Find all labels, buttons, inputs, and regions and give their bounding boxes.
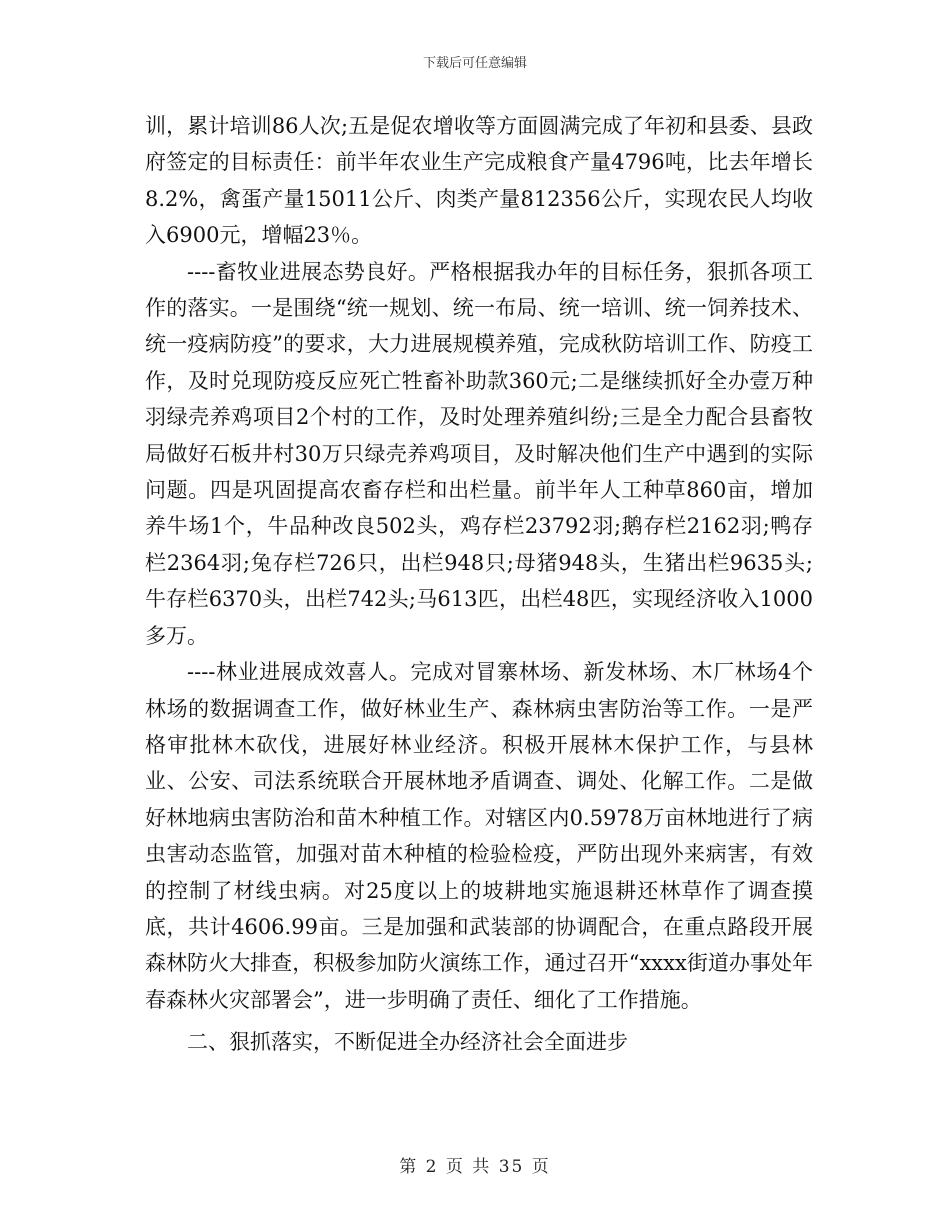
paragraph-forestry: ----林业进展成效喜人。完成对冒寨林场、新发林场、木厂林场4个林场的数据调查工作，做好林业生产、森林病虫害防治等工作。一是严格审批林木砍伐，进展好林业经济。积极开展林木保护工作，与县林业、公安、司法系统联合开展林地矛盾调查、调处、化解工作。二是做好林地病虫害防治和苗木种植工作。对辖区内0.5978万亩林地进行了病虫害动态监管，加强对苗木种植的检验检疫，严防出现外来病害，有效的控制了材线虫病。对25度以上的坡耕地实施退耕还林草作了调查摸底，共计4606.99亩。三是加强和武装部的协调配合，在重点路段开展森林防火大排查，积极参加防火演练工作，通过召开“xxxx街道办事处年春森林火灾部署会”，进一步明确了责任、细化了工作措施。 — [145, 660, 813, 1012]
document-body — [145, 108, 813, 1061]
paragraph-continuation: 训，累计培训86人次;五是促农增收等方面圆满完成了年初和县委、县政府签定的目标责任：前半年农业生产完成粮食产量4796吨，比去年增长8.2%，禽蛋产量15011公斤、肉类产量812356公斤，实现农民人均收入6900元，增幅23％。 — [145, 114, 813, 248]
section-heading: 二、狠抓落实，不断促进全办经济社会全面进步 — [187, 1030, 628, 1055]
page-header: 下载后可任意编辑 — [422, 56, 527, 71]
paragraph-livestock: ----畜牧业进展态势良好。严格根据我办年的目标任务，狠抓各项工作的落实。一是围绕“统一规划、统一布局、统一培训、统一饲养技术、统一疫病防疫”的要求，大力进展规模养殖，完成秋防培训工作、防疫工作，及时兑现防疫反应死亡牲畜补助款360元;二是继续抓好全办壹万种羽绿壳养鸡项目2个村的工作，及时处理养殖纠纷;三是全力配合县畜牧局做好石板井村30万只绿壳养鸡项目，及时解决他们生产中遇到的实际问题。四是巩固提高农畜存栏和出栏量。前半年人工种草860亩，增加养牛场1个，牛品种改良502头，鸡存栏23792羽;鹅存栏2162羽;鸭存栏2364羽;兔存栏726只，出栏948只;母猪948头，生猪出栏9635头;牛存栏6370头，出栏742头;马613匹，出栏48匹，实现经济收入1000多万。 — [145, 259, 813, 648]
page-footer: 第 2 页 共 35 页 — [399, 1157, 551, 1177]
